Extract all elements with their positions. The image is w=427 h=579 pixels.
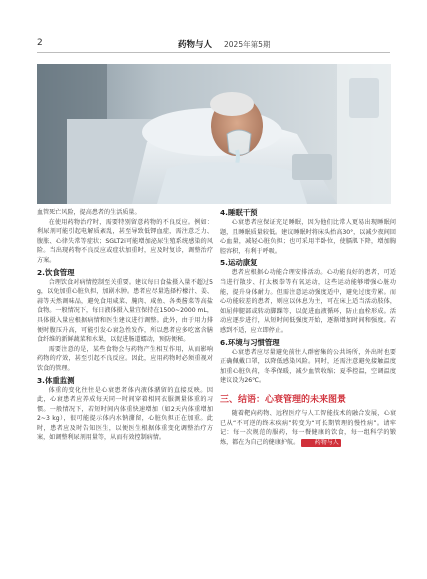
section-sleep-paragraph: 心衰患者应保证充足睡眠，因为他们比常人更易出现睡眠问题，且睡眠质量较低。建议睡眠时将床头抬高30°，以减少夜间回心血量，减轻心脏负担；也可采用半卧位，使膈肌下降，增加胸腔容积，有利于呼吸。	[220, 219, 396, 255]
section-diet-paragraph-1: 合理饮食对病情控制至关重要。建议每日食盐摄入量不超过5 g，以免加重心脏负担，加剧水肿。患者应尽量选择柠檬汁、姜、蒜等天然调味品，避免食用咸菜、腌肉、咸鱼、各类酱菜等高盐食物。一般情况下，每日液体摄入量宜保持在1500~2000 mL，具体摄入量应根据病情和医生建议进行调整。此外，由于用力排便时腹压升高，可能引发心衰急性发作，所以患者应多吃富含膳食纤维的新鲜蔬菜和水果，以促进肠道蠕动，预防便秘。	[37, 278, 213, 344]
section-exercise-paragraph: 患者应根据心功能合理安排活动。心功能良好的患者，可适当进行散步、打太极拳等有氧运动，这些运动能够增强心脏功能，提升身体耐力。但需注意运动强度适中，避免过度劳累。而心功能较差的患者，则应以休息为主，可在床上适当活动肢体，如屈伸腿部或转动脚踝等，以促进血液循环，防止血栓形成。活动应逐步进行，从短时间低强度开始，逐渐增加时间和强度。若感到不适，应立即停止。	[220, 269, 396, 334]
issue-label: 2025年第5期	[224, 39, 271, 49]
section-weight-title: 3.体重监测	[37, 375, 75, 385]
right-column	[220, 208, 396, 447]
page-header	[0, 0, 427, 50]
left-column	[37, 208, 213, 443]
page-number: 2	[37, 38, 43, 48]
section-diet-title: 2.饮食管理	[37, 267, 75, 277]
journal-name: 药物与人	[178, 40, 213, 50]
end-mark: 药物与人	[301, 439, 341, 447]
section-sleep-title: 4.睡眠干预	[220, 208, 258, 217]
section-exercise-title: 5.运动康复	[220, 258, 258, 268]
conclusion-title: 三、结语：心衰管理的未来图景	[220, 394, 347, 405]
patient-photo	[37, 64, 391, 204]
section-environment-title: 6.环境与习惯管理	[220, 337, 280, 347]
section-environment-paragraph: 心衰患者应尽量避免前往人群密集的公共场所，外出时也要正确佩戴口罩，以降低感染风险。同时，还需注意避免接触温度加重心脏负荷，冬季保暖，减少血管收缩；夏季控温，空调温度建议设为26℃。	[220, 348, 396, 385]
patient-photo-illustration	[37, 64, 391, 204]
conclusion-text: 随着靶向药物、远程医疗与人工智能技术的融合发展，心衰已从“不可逆的终末疾病”转变为“可长期管理的慢性病”。请牢记：每一次规范的服药，每一餐健康的饮食，每一组科学的锻炼，都在为自己的健康护航。	[220, 409, 396, 446]
section-weight-paragraph: 体重的变化往往是心衰患者体内液体潴留的直接反映。因此，心衰患者应养成每天同一时间穿着相同衣服测量体重的习惯。一般情况下，若短时间内体重快速增加（如2天内体重增加2~3 kg），很可能提示体内水钠潴留，心脏负担正在加重。此时，患者应及时告知医生，以便医生根据体重变化调整治疗方案，如调整利尿剂用量等，从而有效控制病情。	[37, 386, 213, 442]
header-divider	[37, 52, 390, 53]
section-diet-paragraph-2: 需要注意的是，某些食物会与药物产生相互作用，从而影响药物的疗效，甚至引起不良反应。因此，应用药物时必须重视对饮食的管理。	[37, 345, 213, 372]
conclusion-paragraph	[220, 409, 396, 447]
intro-paragraph: 在使用药物治疗时，需要特别留意药物的不良反应。例如：利尿剂可能引起电解质紊乱，甚至导致低钾血症，需注意乏力、腹胀、心律失常等症状；SGLT2i可能增加泌尿生殖系统感染的风险。当出现药物不良反应或症状加重时，应及时复诊，调整治疗方案。	[37, 218, 213, 264]
intro-continuation: 血管死亡风险，提高患者的生活质量。	[37, 209, 141, 216]
